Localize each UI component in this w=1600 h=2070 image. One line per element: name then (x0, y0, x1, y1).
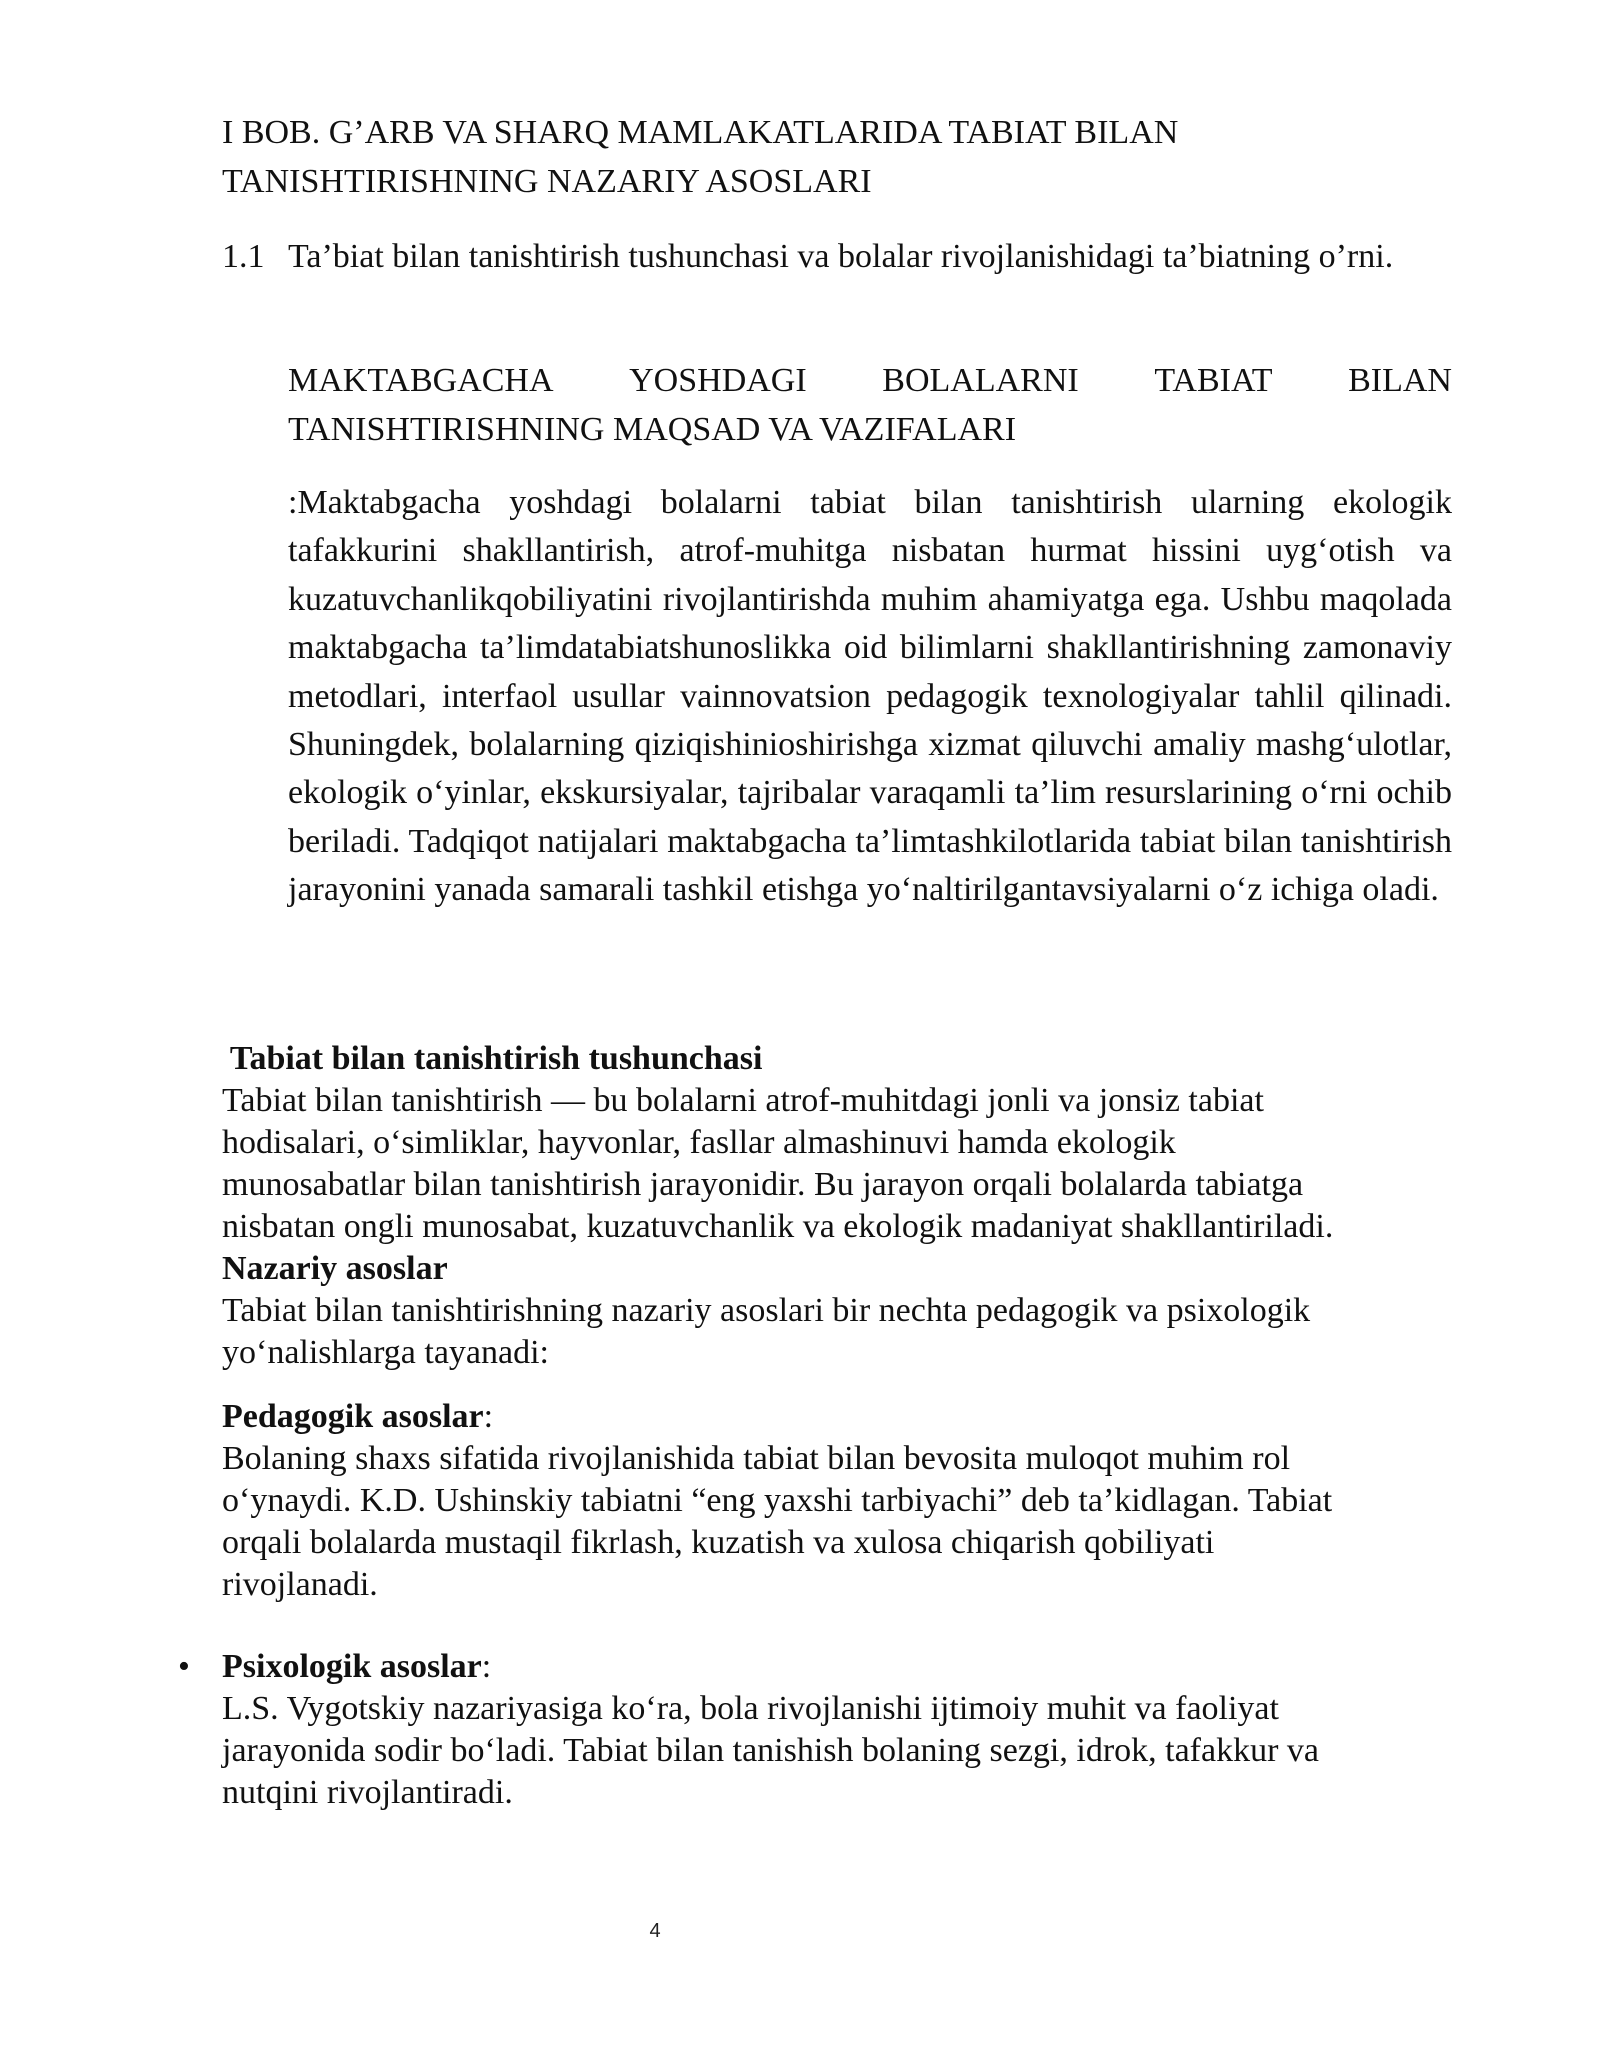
subheading-line2: TANISHTIRISHNING MAQSAD VA VAZIFALARI (288, 411, 1017, 448)
subheading (288, 356, 1452, 454)
section-title: Ta’biat bilan tanishtirish tushunchasi va bolalar rivojlanishidagi ta’biatning o’rni. (288, 238, 1394, 275)
psychological-line: nutqini rivojlantiradi. (222, 1774, 513, 1811)
concept-heading: Tabiat bilan tanishtirish tushunchasi (222, 1040, 763, 1077)
psychological-heading-row (222, 1646, 1462, 1688)
theory-line: Tabiat bilan tanishtirishning nazariy asoslari bir nechta pedagogik va psixologik (222, 1292, 1311, 1329)
pedagogical-heading-row (222, 1396, 1462, 1438)
concept-line: Tabiat bilan tanishtirish — bu bolalarni atrof-muhitdagi jonli va jonsiz tabiat (222, 1082, 1264, 1119)
concept-line: nisbatan ongli munosabat, kuzatuvchanlik va ekologik madaniyat shakllantiriladi. (222, 1208, 1334, 1245)
concept-line: munosabatlar bilan tanishtirish jarayonidir. Bu jarayon orqali bolalarda tabiatga (222, 1166, 1304, 1203)
pedagogical-line: o‘ynaydi. K.D. Ushinskiy tabiatni “eng yaxshi tarbiyachi” deb ta’kidlagan. Tabiat (222, 1482, 1333, 1519)
subheading-word: BOLALARNI (882, 362, 1079, 399)
concept-line: hodisalari, o‘simliklar, hayvonlar, fasllar almashinuvi hamda ekologik (222, 1124, 1176, 1161)
concept-section (222, 1038, 1462, 1374)
subheading-word: YOSHDAGI (629, 362, 807, 399)
subheading-word: MAKTABGACHA (288, 362, 554, 399)
pedagogical-colon: : (483, 1398, 494, 1435)
theory-heading: Nazariy asoslar (222, 1250, 448, 1287)
psychological-heading: Psixologik asoslar (222, 1648, 482, 1685)
psychological-colon: : (481, 1648, 492, 1685)
bullet-icon: • (178, 1648, 190, 1685)
pedagogical-line: orqali bolalarda mustaqil fikrlash, kuzatish va xulosa chiqarish qobiliyati (222, 1524, 1215, 1561)
chapter-title-line2: TANISHTIRISHNING NAZARIY ASOSLARI (222, 163, 872, 200)
psychological-line: jarayonida sodir bo‘ladi. Tabiat bilan tanishish bolaning sezgi, idrok, tafakkur va (222, 1732, 1319, 1769)
section-heading (222, 232, 1452, 281)
pedagogical-line: rivojlanadi. (222, 1566, 378, 1603)
chapter-title-line1: I BOB. G’ARB VA SHARQ MAMLAKATLARIDA TABIAT BILAN (222, 114, 1179, 151)
pedagogical-line: Bolaning shaxs sifatida rivojlanishida tabiat bilan bevosita muloqot muhim rol (222, 1440, 1291, 1477)
subheading-word: TABIAT (1154, 362, 1273, 399)
pedagogical-heading: Pedagogik asoslar (222, 1398, 484, 1435)
page-number: 4 (649, 1920, 661, 1942)
psychological-section (222, 1646, 1462, 1814)
pedagogical-section (222, 1396, 1462, 1606)
chapter-title (222, 108, 1452, 206)
theory-line: yo‘nalishlarga tayanadi: (222, 1334, 549, 1371)
subheading-word: BILAN (1348, 362, 1452, 399)
subheading-line1 (288, 356, 1452, 405)
psychological-line: L.S. Vygotskiy nazariyasiga ko‘ra, bola rivojlanishi ijtimoiy muhit va faoliyat (222, 1690, 1279, 1727)
section-number: 1.1 (222, 238, 265, 275)
abstract-paragraph: :Maktabgacha yoshdagi bolalarni tabiat bilan tanishtirish ularning ekologik tafakkurini shakllantirish, atrof-muhitga nisbatan hurmat hissini uyg‘otish va kuzatuvchanlikqobiliyatini rivojlantirishda muhim ahamiyatga ega. Ushbu maqolada maktabgacha ta’limdatabiatshunoslikka oid bilimlarni shakllantirishning zamonaviy metodlari, interfaol usullar vainnovatsion pedagogik texnologiyalar tahlil qilinadi. Shuningdek, bolalarning qiziqishinioshirishga xizmat qiluvchi amaliy mashg‘ulotlar, ekologik o‘yinlar, ekskursiyalar, tajribalar varaqamli ta’lim resurslarining o‘rni ochib beriladi. Tadqiqot natijalari maktabgacha ta’limtashkilotlarida tabiat bilan tanishtirish jarayonini yanada samarali tashkil etishga yo‘naltirilgantavsiyalarni o‘z ichiga oladi. (288, 484, 1452, 909)
